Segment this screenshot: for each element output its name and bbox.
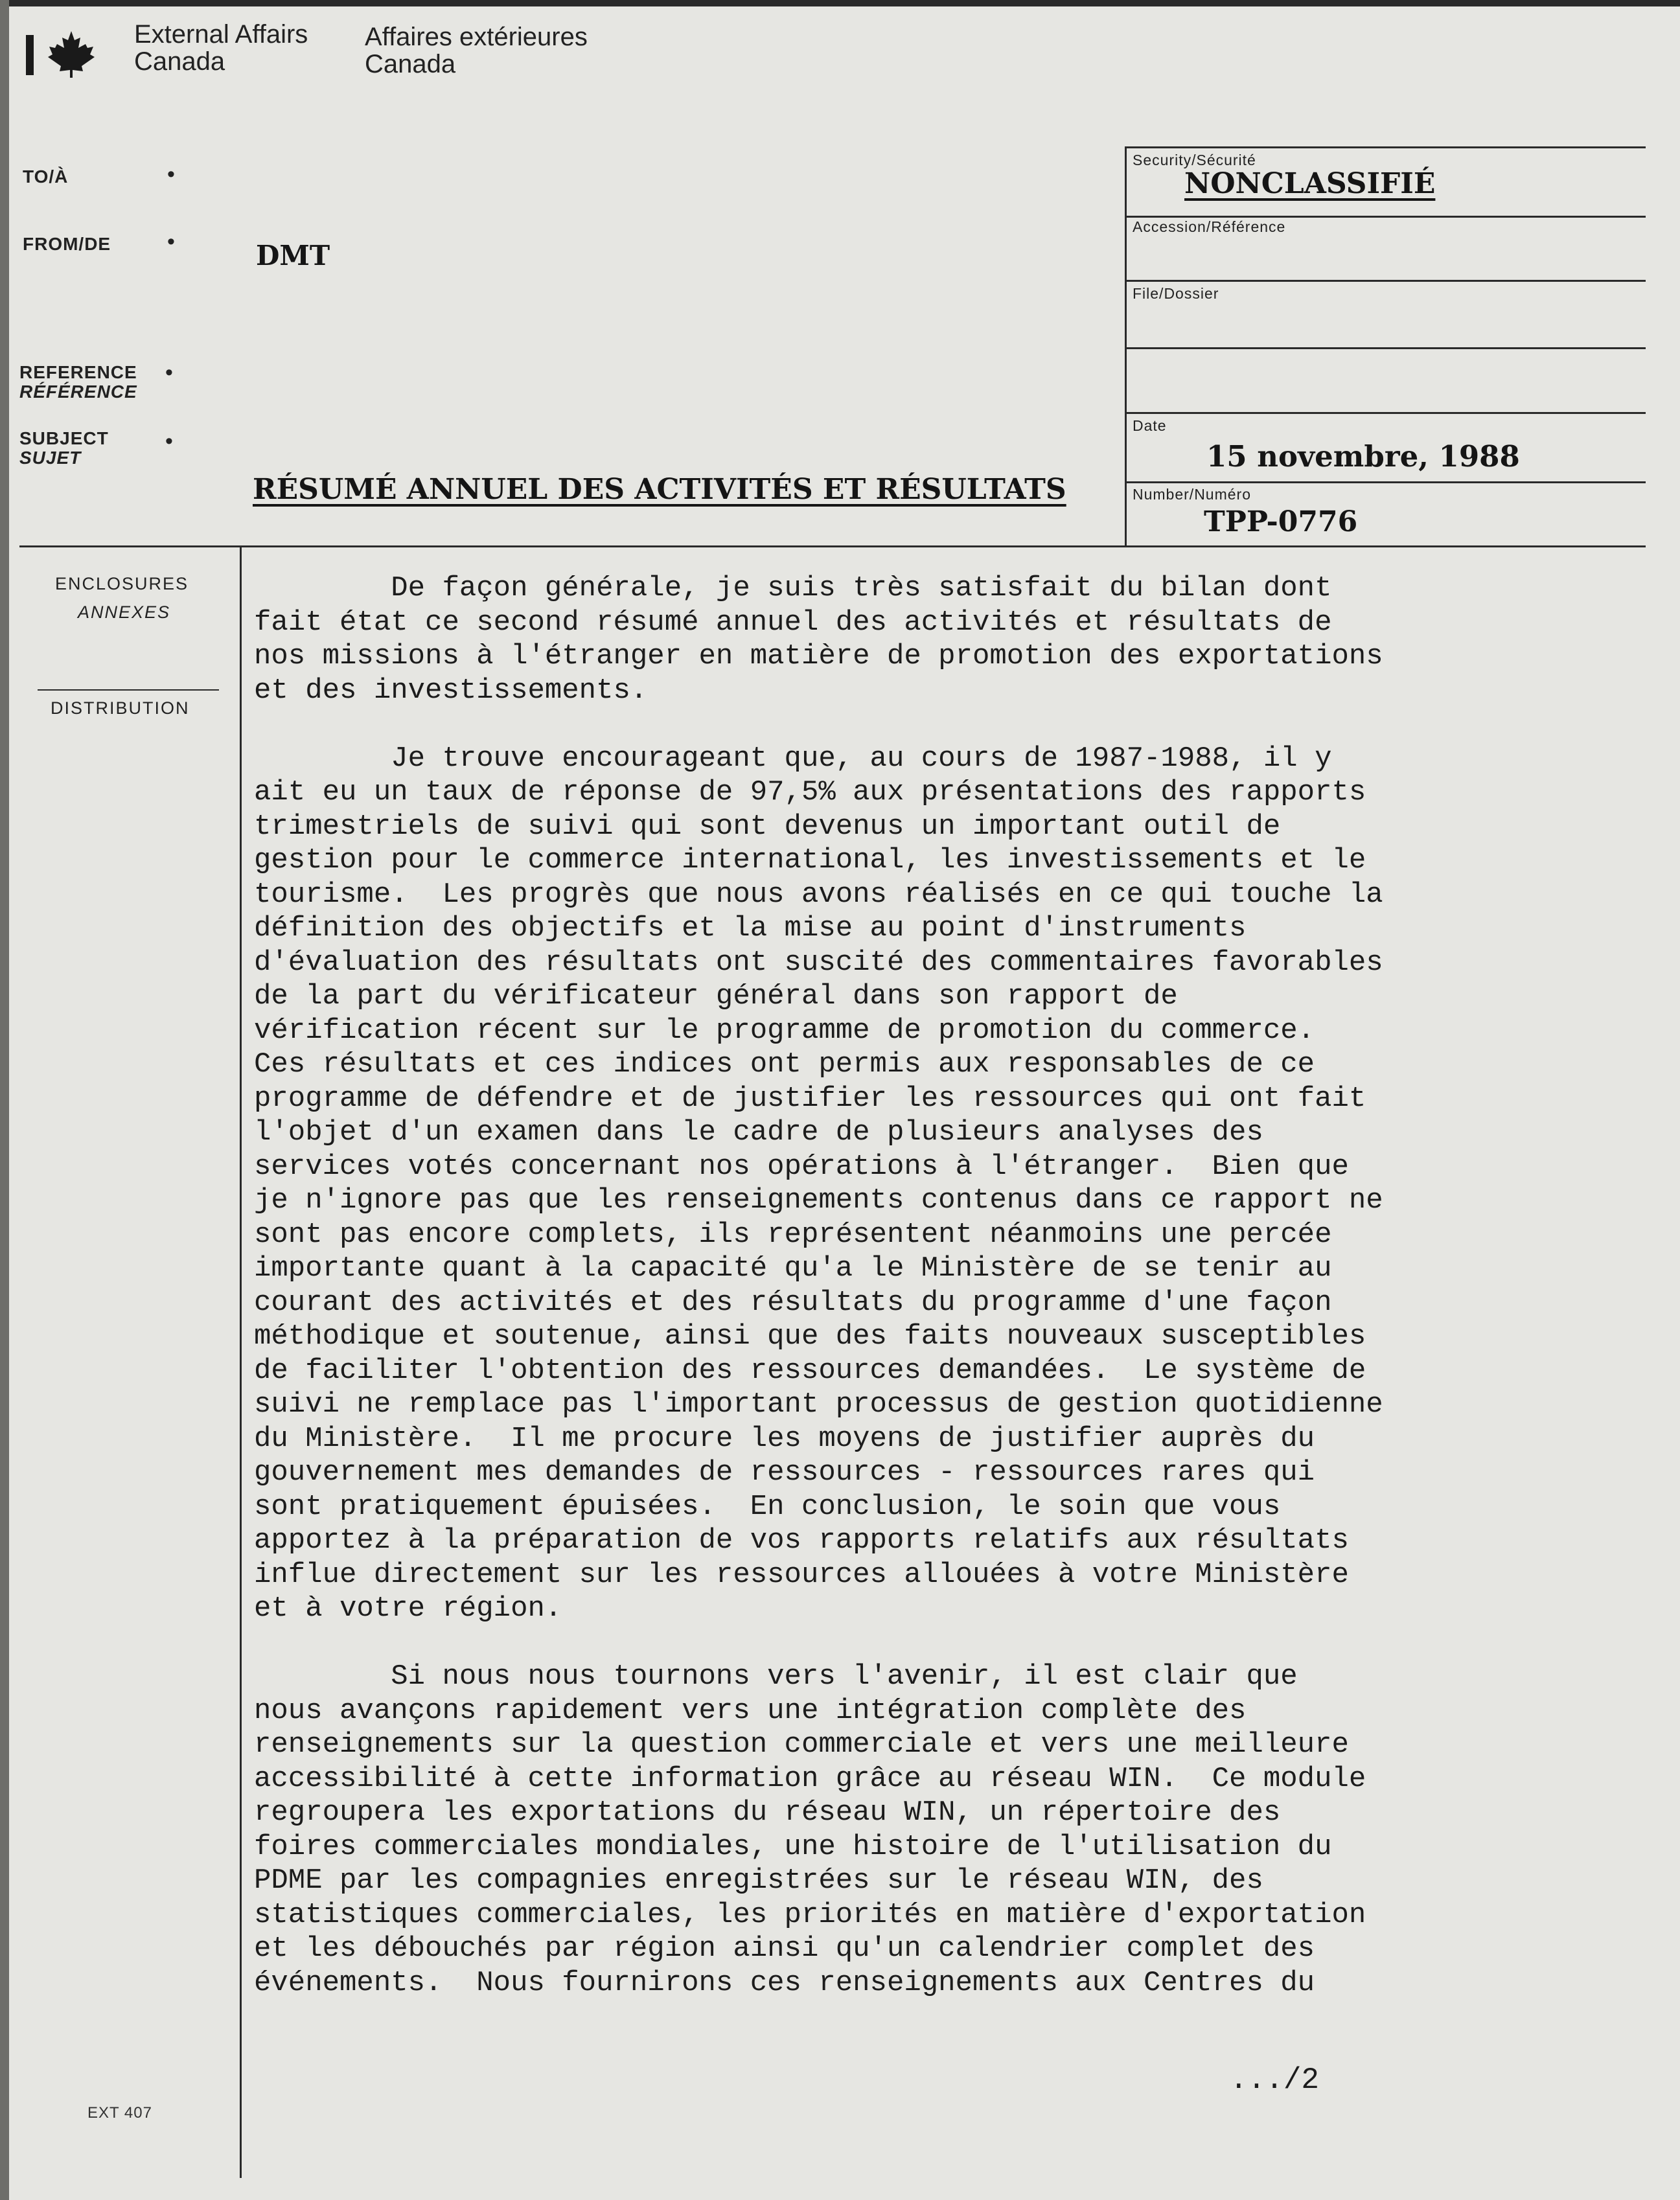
paragraph-2: Je trouve encourageant que, au cours de 1987-1988, il y ait eu un taux de réponse de 97,5% aux présentations des rapports trimestriels de suivi qui sont devenus un important outil de gestion pour le commerce international, les investissements et le tourisme. Les progrès que nous avons réalisés en ce qui touche la définition des objectifs et la mise au point d'instruments d'évaluation des résultats ont suscité des commentaires favorables de la part du vérificateur général dans son rapport de vérification récent sur le programme de promotion du commerce. Ces résultats et ces indices ont permis aux responsables de ce programme de défendre et de justifier les ressources qui ont fait l'objet d'un examen dans le cadre de plusieurs analyses des services votés concernant nos opérations à l'étranger. Bien que je n'ignore pas que les renseignements contenus dans ce rapport ne sont pas encore complets, ils représentent néanmoins une percée importante quant à la capacité qu'a le Ministère de se tenir au courant des activités et des résultats du programme d'une façon méthodique et soutenue, ainsi que des faits nouveaux susceptibles de faciliter l'obtention des ressources demandées. Le système de suivi ne remplace pas l'important processus de gestion quotidienne du Ministère. Il me procure les moyens de justifier auprès du gouvernement mes demandes de ressources - ressources rares qui sont pratiquement épuisées. En conclusion, le soin que vous apportez à la préparation de vos rapports relatifs aux résultats influe directement sur les ressources allouées à votre Ministère et à votre région. [254,742,1383,1625]
dept-name-en [134,21,308,75]
reference-bullet-icon: • [165,360,173,385]
distribution-label: DISTRIBUTION [51,698,190,718]
continued-marker: .../2 [1230,2063,1320,2097]
number-value: TPP-0776 [1204,505,1358,538]
subject-value: RÉSUMÉ ANNUEL DES ACTIVITÉS ET RÉSULTATS [253,473,1066,506]
from-bullet-icon: • [167,229,175,254]
accession-label: Accession/Référence [1133,218,1286,235]
form-code: EXT 407 [87,2104,152,2122]
paragraph-3: Si nous nous tournons vers l'avenir, il est clair que nous avançons rapidement vers une intégration complète des renseignements sur la question commerciale et vers une meilleure accessibilité à cette information grâce au réseau WIN. Ce module regroupera les exportations du réseau WIN, un répertoire des foires commerciales mondiales, une histoire de l'utilisation du PDME par les compagnies enregistrées sur le réseau WIN, des statistiques commerciales, les priorités en matière d'exportation et les débouchés par région ainsi qu'un calendrier complet des événements. Nous fournirons ces renseignements aux Centres du [254,1660,1366,1999]
dept-fr-line2: Canada [365,50,456,78]
date-label: Date [1133,417,1167,434]
date-divider [1125,481,1646,483]
reference-label-en: REFERENCE [19,362,137,382]
top-edge [0,0,1680,6]
file-divider [1125,347,1646,349]
canada-flag-logo-icon [26,26,97,78]
dept-name-fr [365,23,588,78]
security-value: NONCLASSIFIÉ [1184,167,1436,200]
reference-label-fr: RÉFÉRENCE [19,382,137,402]
security-label: Security/Sécurité [1133,152,1256,168]
enclosures-label-en: ENCLOSURES [55,574,189,593]
accession-divider [1125,280,1646,282]
file-label: File/Dossier [1133,285,1219,302]
header-divider [19,545,1646,547]
info-box-left-border [1125,146,1127,545]
letter-body [254,571,1615,2034]
to-label: TO/À [23,166,69,187]
subject-bullet-icon: • [165,429,173,453]
reference-label [19,363,137,402]
from-label: FROM/DE [23,234,111,254]
left-edge [0,0,9,2200]
subject-label-en: SUBJECT [19,428,109,448]
left-column-divider [240,545,242,2178]
subject-label-fr: SUJET [19,448,82,468]
info-box-top-border [1125,146,1646,148]
security-divider [1125,216,1646,218]
subject-label [19,429,109,468]
to-bullet-icon: • [167,162,175,187]
date-top-divider [1125,412,1646,414]
dept-fr-line1: Affaires extérieures [365,23,588,51]
dept-en-line2: Canada [134,47,225,76]
number-label: Number/Numéro [1133,486,1251,503]
distribution-divider [38,689,219,691]
dept-en-line1: External Affairs [134,20,308,49]
enclosures-label-fr: ANNEXES [78,602,171,622]
paragraph-1: De façon générale, je suis très satisfait du bilan dont fait état ce second résumé annuel des activités et résultats de nos missions à l'étranger en matière de promotion des exportations et des investissements. [254,572,1383,707]
from-value: DMT [256,240,330,271]
date-value: 15 novembre, 1988 [1206,439,1520,474]
